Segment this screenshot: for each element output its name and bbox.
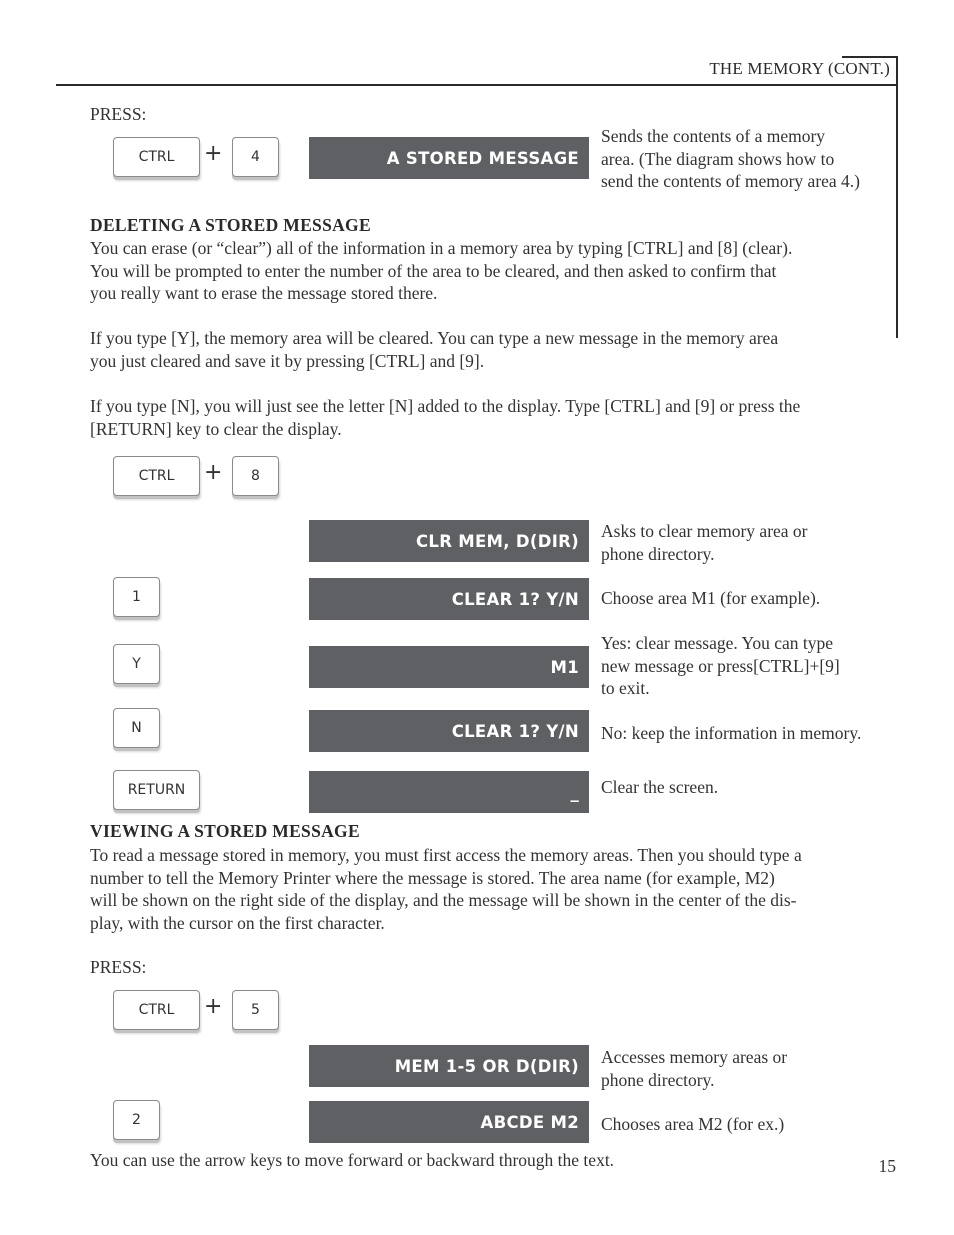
display-panel: CLEAR 1? Y/N <box>309 578 589 620</box>
row-description: Yes: clear message. You can type new message or press[CTRL]+[9] to exit. <box>601 633 840 698</box>
display-panel: M1 <box>309 646 589 688</box>
display-panel: MEM 1-5 OR D(DIR) <box>309 1045 589 1087</box>
key-4: 4 <box>232 137 279 177</box>
row-description: Chooses area M2 (for ex.) <box>601 1114 785 1134</box>
return-key: RETURN <box>113 770 200 810</box>
deleting-paragraph-1: You can erase (or “clear”) all of the information in a memory area by typing [CTRL] and [8] (clear). You will be prompted to enter the number of the area to be cleared, and then asked to confirm that you really want to erase the message stored there. <box>90 238 793 303</box>
key-n: N <box>113 708 160 748</box>
viewing-heading: VIEWING A STORED MESSAGE <box>90 821 360 841</box>
key-1: 1 <box>113 577 160 617</box>
header-rule <box>56 84 898 86</box>
deleting-paragraph-3: If you type [N], you will just see the letter [N] added to the display. Type [CTRL] and [9] or press the [RETURN] key to clear the display. <box>90 396 801 439</box>
footer-text: You can use the arrow keys to move forward or backward through the text. <box>90 1150 615 1170</box>
display-panel: CLR MEM, D(DIR) <box>309 520 589 562</box>
viewing-paragraph: To read a message stored in memory, you must first access the memory areas. Then you should type a number to tell the Memory Printer where the message is stored. The area name (for example, M2) will be shown on the right side of the display, and the message will be shown in the center of the dis- play, with the cursor on the first character. <box>90 845 802 933</box>
row-description: Accesses memory areas or phone directory. <box>601 1047 788 1090</box>
ctrl-key: CTRL <box>113 990 200 1030</box>
row-description: No: keep the information in memory. <box>601 723 862 743</box>
deleting-heading: DELETING A STORED MESSAGE <box>90 215 371 235</box>
row-description: Choose area M1 (for example). <box>601 588 821 608</box>
page-header-title: THE MEMORY (CONT.) <box>709 59 890 78</box>
ctrl-key: CTRL <box>113 137 200 177</box>
press-label: PRESS: <box>90 104 147 124</box>
display-panel: CLEAR 1? Y/N <box>309 710 589 752</box>
display-panel: _ <box>309 771 589 813</box>
key-2: 2 <box>113 1100 160 1140</box>
display-panel: ABCDE M2 <box>309 1101 589 1143</box>
row-description: Asks to clear memory area or phone directory. <box>601 521 808 564</box>
key-5: 5 <box>232 990 279 1030</box>
page-number: 15 <box>878 1156 896 1176</box>
plus-sign: + <box>204 460 223 485</box>
press-label: PRESS: <box>90 957 147 977</box>
header-corner-rule <box>842 56 898 58</box>
send-description: Sends the contents of a memory area. (The diagram shows how to send the contents of memory area 4.) <box>601 126 861 191</box>
ctrl-key: CTRL <box>113 456 200 496</box>
plus-sign: + <box>204 994 223 1019</box>
plus-sign: + <box>204 141 223 166</box>
deleting-paragraph-2: If you type [Y], the memory area will be cleared. You can type a new message in the memory area you just cleared and save it by pressing [CTRL] and [9]. <box>90 328 779 371</box>
key-8: 8 <box>232 456 279 496</box>
row-description: Clear the screen. <box>601 777 719 797</box>
display-panel: A STORED MESSAGE <box>309 137 589 179</box>
right-margin-rule <box>896 56 898 338</box>
key-y: Y <box>113 644 160 684</box>
